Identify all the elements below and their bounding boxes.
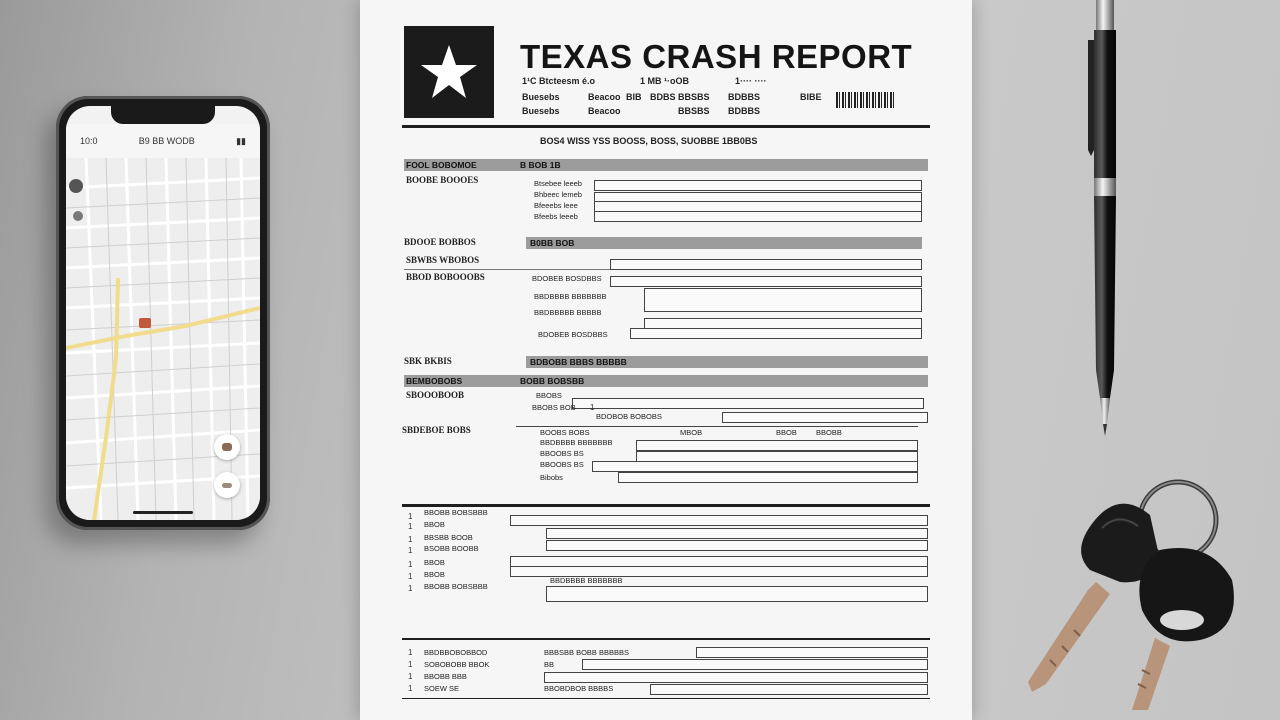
phone-status-time: 10:0 [80,136,98,146]
map-pin-icon [139,318,151,328]
s1-field-3-label: Bfeeebs leee [534,201,578,210]
lower-label-1: BBOBB BOBSBBB [424,508,488,517]
star-icon [419,43,479,101]
footer-marker-3: 1 [408,672,413,681]
sub-row-2a: Buesebs [522,92,560,102]
sub-row-3d: BDBBS [728,106,761,116]
map-layers-button[interactable] [214,434,240,460]
s4-field-3-label: BDOBOB BOBOBS [596,412,662,421]
s4-field-1[interactable] [572,398,924,409]
map-locate-button[interactable] [214,472,240,498]
s1-field-1[interactable] [594,180,922,191]
lower-field-1[interactable] [510,515,928,526]
home-indicator [133,511,193,514]
section-4-title: BEMBOBOBS [406,376,463,386]
smartphone [56,96,270,530]
s5-label-1: BOOBS BOBS [540,428,590,437]
lower-label-5: BBOB [424,558,445,567]
phone-status-battery: ▮▮ [236,135,246,146]
sub-row-2e: BBSBS [678,92,710,102]
col-1-label: MBOB [680,428,703,437]
section-2-header-bar [526,237,922,249]
s5-field-3[interactable] [592,461,918,472]
crash-report-document [360,0,972,720]
lower-label-6: BBOB [424,570,445,579]
footer-field-2[interactable] [582,659,928,670]
address-line: BOS4 WISS YSS BOOSS, BOSS, SUOBBE 1BB0BS [540,136,758,146]
s1-field-2-label: Bhbeec lemeb [534,190,582,199]
section-4-label: SBOOOBOOB [406,390,465,400]
lower-label-4: BSOBB BOOBB [424,544,479,553]
sub-row-2g: BIBE [800,92,822,102]
phone-notch [111,106,215,124]
sub-row-2b: Beacoo [588,92,621,102]
section-1-extra: B BOB 1B [520,160,561,170]
s2-field-5-label: BDOBEB BOSDBBS [538,330,608,339]
footer-marker-1: 1 [408,648,413,657]
s2-field-2-label: BDOBEB BOSDBBS [532,274,602,283]
sub-row-1b: 1 MB ¹·oOB [640,76,689,86]
s5-label-3: BBOOBS BS [540,449,584,458]
sub-row-2f: BDBBS [728,92,761,102]
footer-label-4: SOEW SE [424,684,460,693]
lower-field-6[interactable] [546,586,928,602]
sub-row-1c: 1···· ···· [735,76,767,86]
footer-label-2: SOBOBOBB BBOK [424,660,490,669]
row-marker-5: 1 [408,560,413,569]
s2-field-2[interactable] [610,276,922,287]
row-marker-1: 1 [408,512,413,521]
s2-field-4-label: BBDBBBBB BBBBB [534,308,602,317]
sub-row-3a: Buesebs [522,106,560,116]
col-2-label: BBOB [776,428,797,437]
footer-field-1[interactable] [696,647,928,658]
s1-field-1-label: Btsebee leeeb [534,179,582,188]
s5-label-4: BBOOBS BS [540,460,584,469]
s2-field-5[interactable] [630,328,922,339]
s1-field-4[interactable] [594,211,922,222]
s4-field-3[interactable] [722,412,928,423]
row-marker-7: 1 [408,584,413,593]
s4-field-1-label: BBOBS [536,391,562,400]
phone-status-bar [66,124,260,159]
row-marker-3: 1 [408,535,413,544]
lower-field-2[interactable] [546,528,928,539]
s2-field-3-label: BBDBBBB BBBBBBB [534,292,607,301]
footer-label-3: BBOBB BBB [424,672,467,681]
side-label-2: BBOD BOBOOOBS [406,272,485,282]
section-1-title: FOOL BOBOMOE [406,160,477,170]
barcode [836,92,894,108]
row-marker-4: 1 [408,546,413,555]
sub-row-2c: BIB [626,92,642,102]
side-label-3: SBDEBOE BOBS [402,425,471,435]
divider-rule-2 [402,504,930,507]
phone-status-title: B9 BB WODB [138,136,195,146]
car-key-icon [1010,470,1250,710]
section-1-header-bar [404,159,928,171]
texas-star-logo [404,26,494,118]
s4-marker: 1 [590,403,595,412]
sub-row-3b: Beacoo [588,106,621,116]
divider-rule [402,125,930,128]
s2-field-1[interactable] [610,259,922,270]
footer-right-2: BB [544,660,555,669]
sub-row-2d: BDBS [650,92,676,102]
row-marker-2: 1 [408,522,413,531]
footer-field-4[interactable] [650,684,928,695]
footer-field-3[interactable] [544,672,928,683]
s2-field-3[interactable] [644,288,922,312]
lower-label-3: BBSBB BOOB [424,533,473,542]
footer-marker-2: 1 [408,660,413,669]
section-3-label: SBK BKBIS [404,356,452,366]
s5-label-2: BBDBBBB BBBBBBB [540,438,613,447]
footer-right-1: BBBSBB BOBB BBBBBS [544,648,630,657]
lower-label-2: BBOB [424,520,445,529]
footer-marker-4: 1 [408,684,413,693]
lower-label-8: BBOBB BOBSBBB [424,582,488,591]
pen-icon [1080,0,1130,440]
section-3-title: BDBOBB BBBS BBBBB [530,357,627,367]
footer-label-1: BBDBBOBOBBOD [424,648,488,657]
s5-field-4[interactable] [618,472,918,483]
section-2-title: B0BB BOB [530,238,575,248]
report-title: TEXAS CRASH REPORT [520,38,913,75]
phone-screen [66,106,260,520]
row-marker-6: 1 [408,572,413,581]
col-3-label: BBOBB [816,428,842,437]
s5-rule [516,426,918,427]
sub-row-3c: BBSBS [678,106,710,116]
divider-rule-4 [402,698,930,699]
s5-label-5: Bibobs [540,473,563,482]
lower-field-3[interactable] [546,540,928,551]
footer-right-3: BBOBDBOB BBBBS [544,684,614,693]
map-graphic [66,158,260,520]
map-view[interactable] [66,158,260,520]
s5-field-1[interactable] [636,440,918,451]
s1-field-4-label: Bfeebs leeeb [534,212,578,221]
section-4-extra: BOBB BOBSBB [520,376,585,386]
section-2-label: SBWBS WBOBOS [406,255,480,265]
divider-rule-3 [402,638,930,640]
s4-field-2-label: BBOBS BOB [532,403,576,412]
sub-row-1a: 1¹C Btcteesm é.o [522,76,596,86]
side-label-1: BDOOE BOBBOS [404,237,476,247]
section-1-label: BOOBE BOOOES [406,175,479,185]
section-4-header-bar [404,375,928,387]
lower-label-7: BBDBBBB BBBBBBB [550,576,623,585]
